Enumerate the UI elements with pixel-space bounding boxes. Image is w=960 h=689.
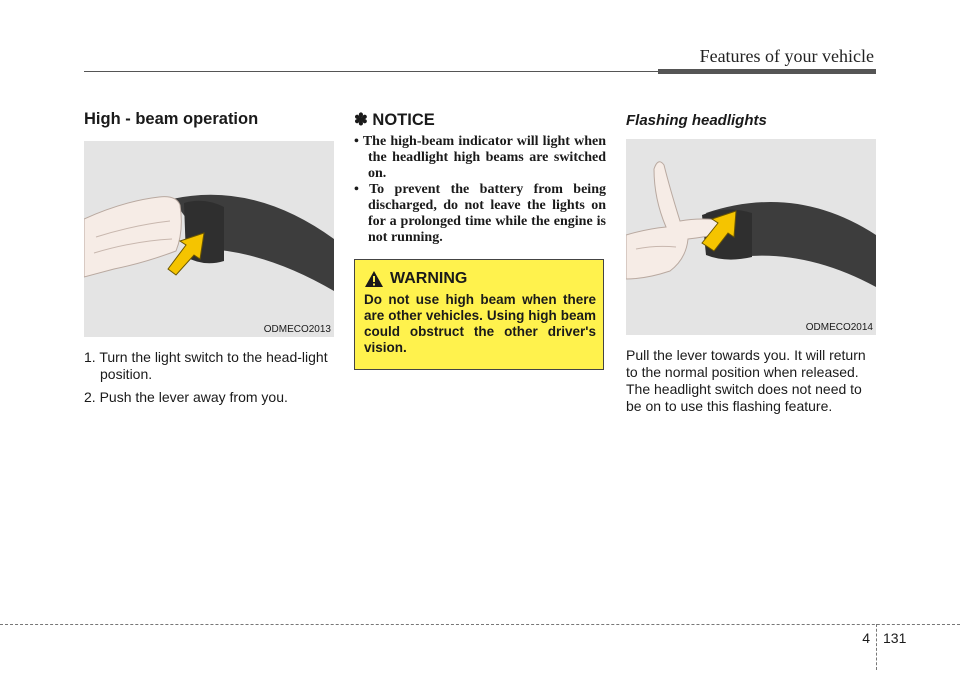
warning-header [364,270,596,288]
section-heading-high-beam: High - beam operation [84,110,259,128]
header-rule-accent [658,69,876,74]
steps-list [84,349,334,406]
figure-code: ODMECO2014 [805,322,873,333]
figure-code: ODMECO2013 [263,324,331,335]
warning-title: WARNING [390,270,468,287]
footer-divider [876,624,877,670]
notice-item: • The high-beam indicator will light when the headlight high beams are switched on. [354,134,606,181]
warning-text: Do not use high beam when there are other vehicles. Using high beam could obstruct the other driver's vision. [364,292,596,355]
lever-push-illustration [84,141,334,337]
flashing-description: Pull the lever towards you. It will return to the normal position when released. The headlight switch does not need to be on to use this flashing feature. [626,347,866,414]
chapter-number: 4 [862,630,870,646]
column-flashing [626,110,876,415]
lever-pull-illustration [626,139,876,335]
warning-box [354,259,604,370]
step-item: 2. Push the lever away from you. [84,389,288,405]
step-item: 1. Turn the light switch to the head-light position. [84,349,328,382]
column-notice [354,110,606,246]
notice-title: ✽ NOTICE [354,111,435,129]
page-header-title: Features of your vehicle [699,46,874,66]
warning-triangle-icon [364,270,384,288]
footer-rule [0,624,960,625]
page-number: 131 [883,630,907,646]
section-heading-flashing: Flashing headlights [626,112,767,129]
figure-flashing [626,139,876,335]
notice-item: • To prevent the battery from being discharged, do not leave the lights on for a prolonged time while the engine is not running. [354,182,606,245]
column-high-beam [84,110,334,412]
notice-list [354,134,606,246]
figure-high-beam [84,141,334,337]
